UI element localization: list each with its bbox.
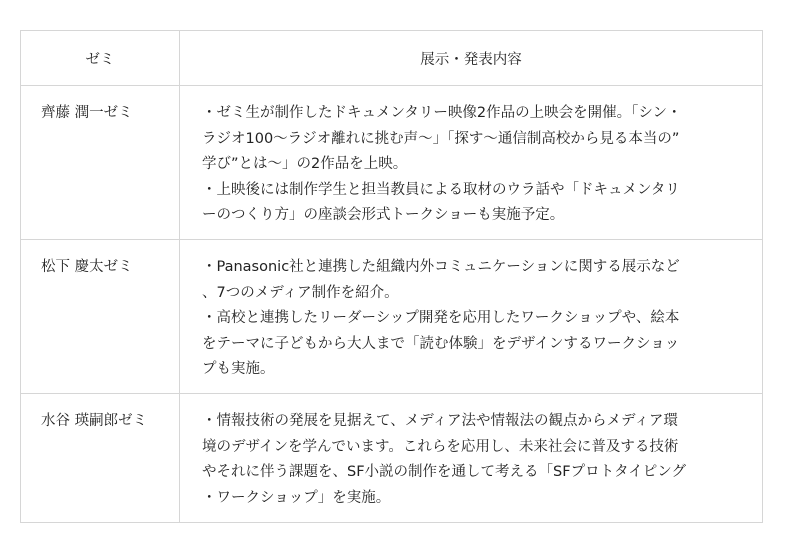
content-line: ラジオ100〜ラジオ離れに挑む声〜」「探す〜通信制高校から見る本当の” [202, 130, 680, 147]
content-line: やそれに伴う課題を、SF小説の制作を通して考える「SFプロトタイピング [202, 464, 687, 480]
table-row [21, 240, 763, 394]
content-line: をテーマに子どもから大人まで「読む体験」をデザインするワークショッ [202, 335, 680, 352]
header-content: 展示・発表内容 [180, 31, 763, 86]
content-line: ・ゼミ生が制作したドキュメンタリー映像2作品の上映会を開催。「シン・ [202, 105, 682, 121]
content-line: プも実施。 [202, 361, 275, 377]
header-row [21, 31, 763, 86]
seminar-name: 水谷 瑛嗣郎ゼミ [21, 394, 180, 523]
content-line: ・高校と連携したリーダーシップ開発を応用したワークショップや、絵本 [202, 310, 680, 326]
seminar-content [180, 240, 763, 394]
seminar-content [180, 394, 763, 523]
content-line: ・Panasonic社と連携した組織内外コミュニケーションに関する展示など [202, 259, 680, 275]
header-seminar: ゼミ [21, 31, 180, 86]
seminar-content [180, 86, 763, 240]
seminar-name: 齊藤 潤一ゼミ [21, 86, 180, 240]
seminar-table [20, 30, 763, 523]
content-line: ・ワークショップ」を実施。 [202, 489, 391, 506]
content-line: 、7つのメディア制作を紹介。 [202, 284, 399, 301]
content-line: 学び”とは〜」の2作品を上映。 [202, 156, 408, 172]
seminar-name: 松下 慶太ゼミ [21, 240, 180, 394]
table-row [21, 86, 763, 240]
content-line: ーのつくり方」の座談会形式トークショーも実施予定。 [202, 207, 565, 223]
table-row [21, 394, 763, 523]
content-line: ・上映後には制作学生と担当教員による取材のウラ話や「ドキュメンタリ [202, 181, 680, 198]
content-line: 境のデザインを学んでいます。これらを応用し、未来社会に普及する技術 [202, 438, 679, 455]
content-line: ・情報技術の発展を見据えて、メディア法や情報法の観点からメディア環 [202, 413, 678, 429]
